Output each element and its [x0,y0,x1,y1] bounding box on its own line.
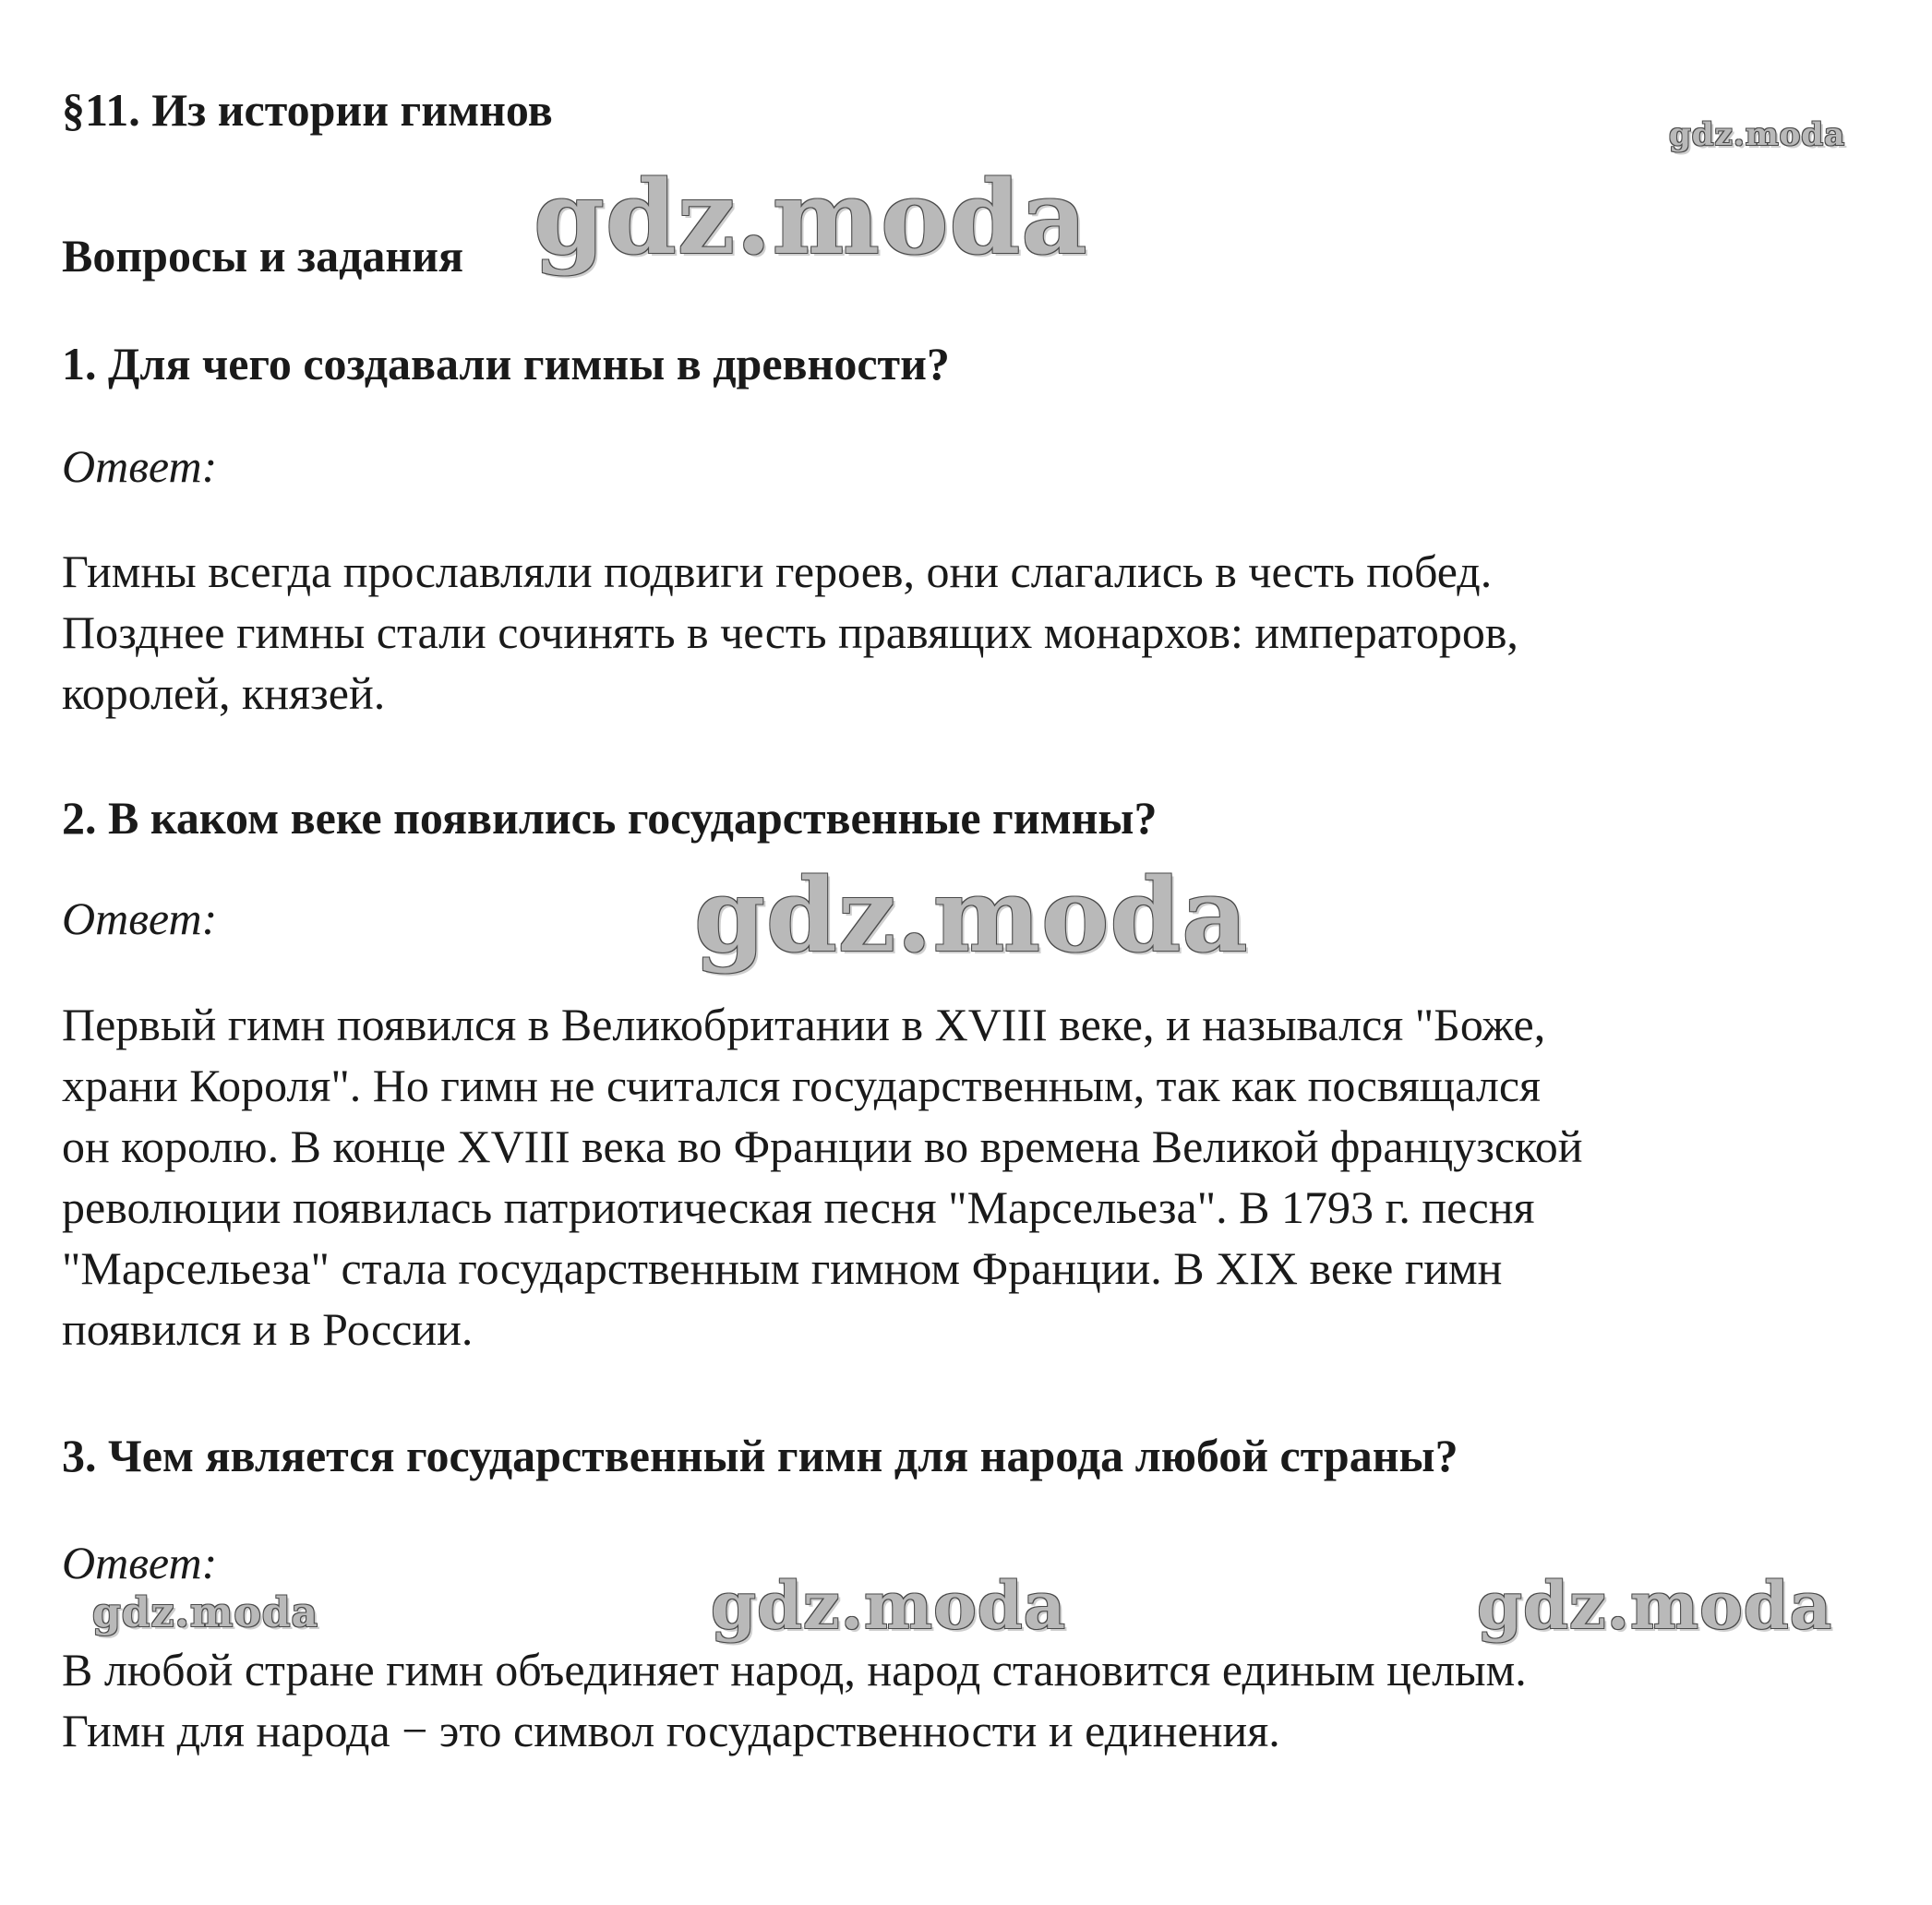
answer-1 [62,541,1518,724]
watermark: gdz.moda [534,158,1088,277]
answer-2-line: он королю. В конце XVIII века во Франции во времена Великой французской [62,1120,1583,1172]
answer-3 [62,1639,1527,1761]
answer-1-line: Гимны всегда прославляли подвиги героев, они слагались в честь побед. [62,545,1493,597]
watermark: gdz.moda [1477,1567,1833,1644]
question-1: 1. Для чего создавали гимны в древности? [62,338,950,389]
answer-2 [62,994,1583,1360]
watermark: gdz.moda [694,856,1249,975]
answer-label-3: Ответ: [62,1537,218,1588]
answer-2-line: революции появилась патриотическая песня "Марсельеза". В 1793 г. песня [62,1181,1535,1233]
question-2: 2. В каком веке появились государственные гимны? [62,792,1158,844]
answer-3-line: Гимн для народа − это символ государственности и единения. [62,1705,1280,1756]
answer-2-line: "Марсельеза" стала государственным гимном Франции. В XIX веке гимн [62,1242,1503,1294]
answer-label-1: Ответ: [62,440,218,492]
answer-label-2: Ответ: [62,893,218,944]
answer-2-line: храни Короля". Но гимн не считался государственным, так как посвящался [62,1060,1542,1111]
watermark: gdz.moda [711,1567,1067,1644]
answer-2-line: появился и в России. [62,1303,474,1355]
question-3: 3. Чем является государственный гимн для народа любой страны? [62,1430,1458,1481]
section-title: §11. Из истории гимнов [62,84,553,136]
answer-1-line: королей, князей. [62,667,386,719]
answer-2-line: Первый гимн появился в Великобритании в XVIII веке, и назывался "Боже, [62,999,1546,1050]
watermark: gdz.moda [1669,116,1846,153]
watermark: gdz.moda [92,1589,319,1636]
answer-1-line: Позднее гимны стали сочинять в честь правящих монархов: императоров, [62,606,1518,658]
answer-3-line: В любой стране гимн объединяет народ, народ становится единым целым. [62,1644,1527,1695]
subtitle: Вопросы и задания [62,230,464,282]
